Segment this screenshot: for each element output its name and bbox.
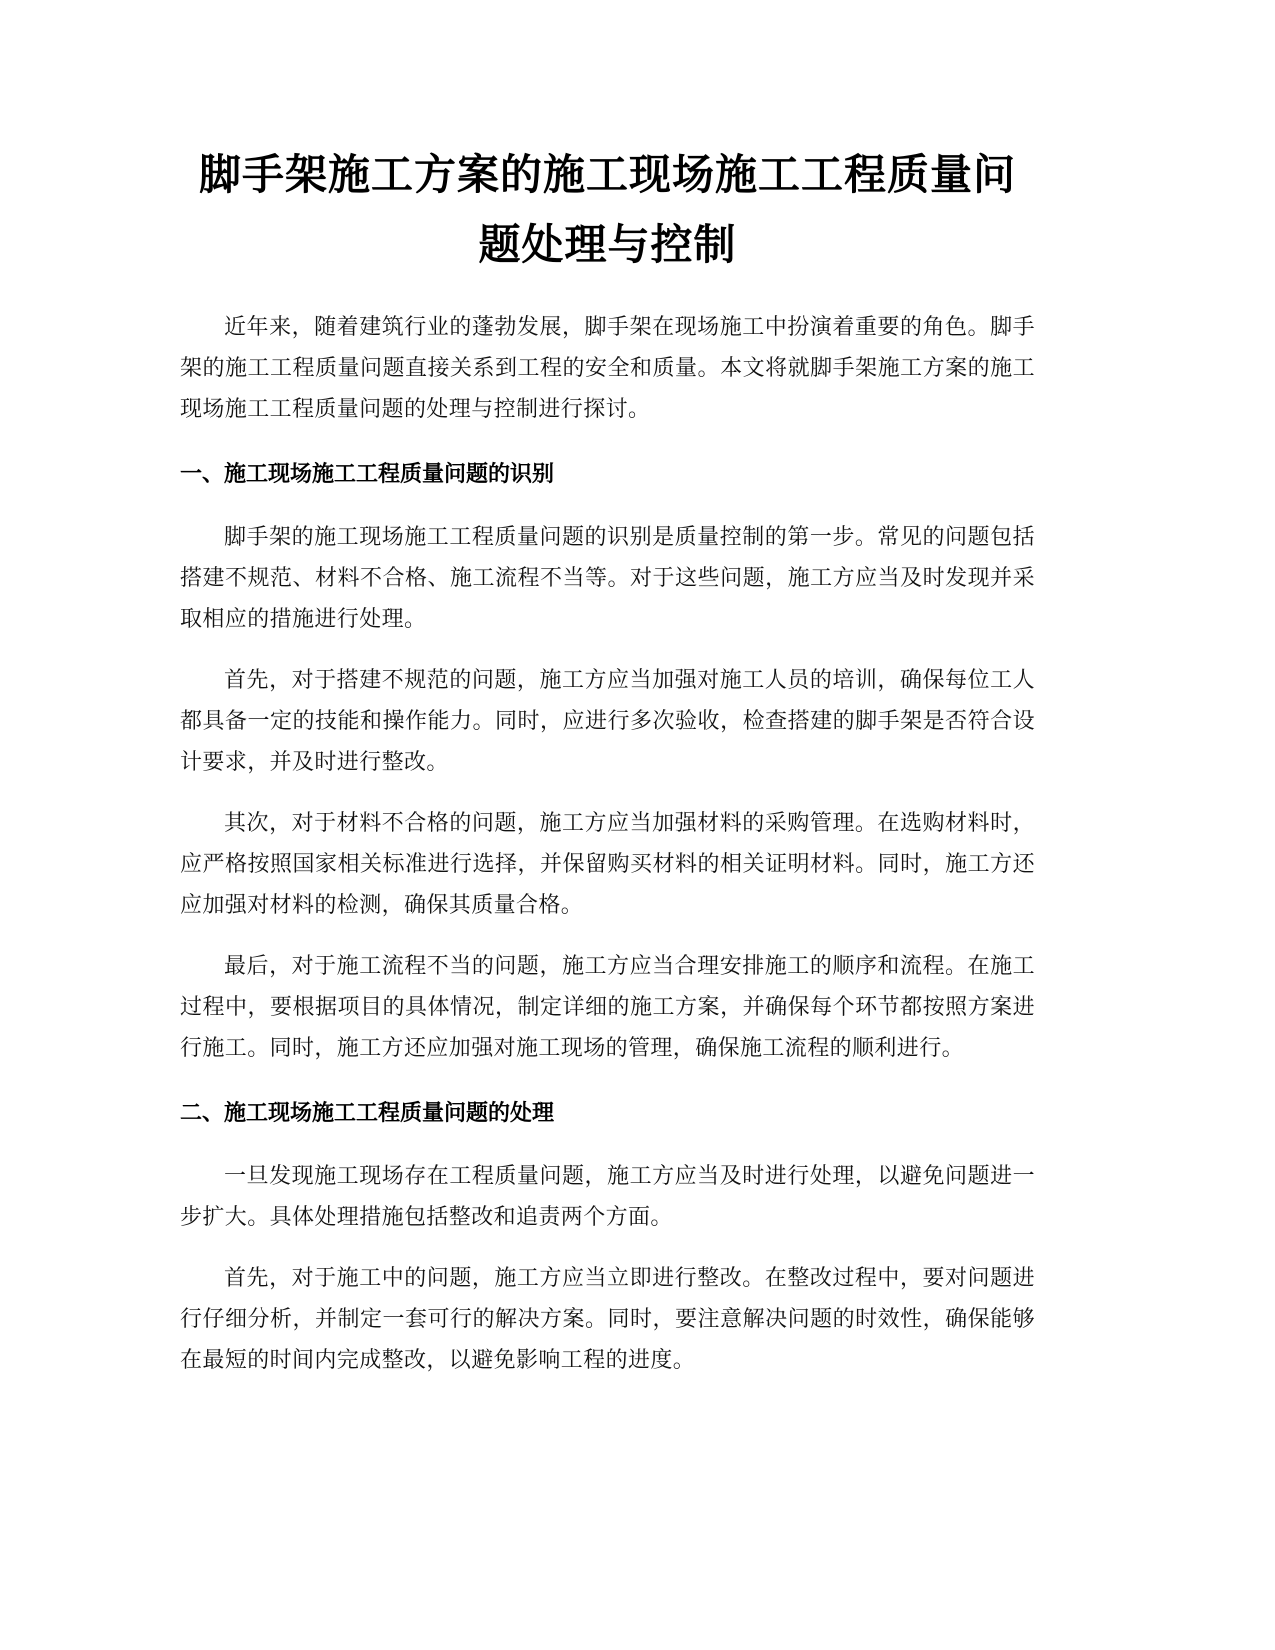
intro-paragraph: 近年来，随着建筑行业的蓬勃发展，脚手架在现场施工中扮演着重要的角色。脚手架的施工工程质量问题直接关系到工程的安全和质量。本文将就脚手架施工方案的施工现场施工工程质量问题的处理与控制进行探讨。 xyxy=(180,315,1035,422)
paragraph: 一旦发现施工现场存在工程质量问题，施工方应当及时进行处理，以避免问题进一步扩大。具体处理措施包括整改和追责两个方面。 xyxy=(180,1164,1035,1230)
paragraph: 其次，对于材料不合格的问题，施工方应当加强材料的采购管理。在选购材料时，应严格按照国家相关标准进行选择，并保留购买材料的相关证明材料。同时，施工方还应加强对材料的检测，确保其质量合格。 xyxy=(180,811,1035,918)
paragraph: 首先，对于搭建不规范的问题，施工方应当加强对施工人员的培训，确保每位工人都具备一定的技能和操作能力。同时，应进行多次验收，检查搭建的脚手架是否符合设计要求，并及时进行整改。 xyxy=(180,668,1035,775)
section-heading-handling: 二、施工现场施工工程质量问题的处理 xyxy=(180,1101,555,1126)
paragraph: 最后，对于施工流程不当的问题，施工方应当合理安排施工的顺序和流程。在施工过程中，要根据项目的具体情况，制定详细的施工方案，并确保每个环节都按照方案进行施工。同时，施工方还应加强对施工现场的管理，确保施工流程的顺利进行。 xyxy=(180,954,1035,1061)
document-title xyxy=(180,140,1035,280)
section-heading-identification: 一、施工现场施工工程质量问题的识别 xyxy=(180,462,555,487)
paragraph: 首先，对于施工中的问题，施工方应当立即进行整改。在整改过程中，要对问题进行仔细分析，并制定一套可行的解决方案。同时，要注意解决问题的时效性，确保能够在最短的时间内完成整改，以避免影响工程的进度。 xyxy=(180,1266,1035,1373)
title-line-1: 脚手架施工方案的施工现场施工工程质量问 xyxy=(198,150,1016,199)
title-line-2: 题处理与控制 xyxy=(478,220,737,269)
paragraph: 脚手架的施工现场施工工程质量问题的识别是质量控制的第一步。常见的问题包括搭建不规范、材料不合格、施工流程不当等。对于这些问题，施工方应当及时发现并采取相应的措施进行处理。 xyxy=(180,525,1035,632)
document-page xyxy=(180,140,1035,1381)
